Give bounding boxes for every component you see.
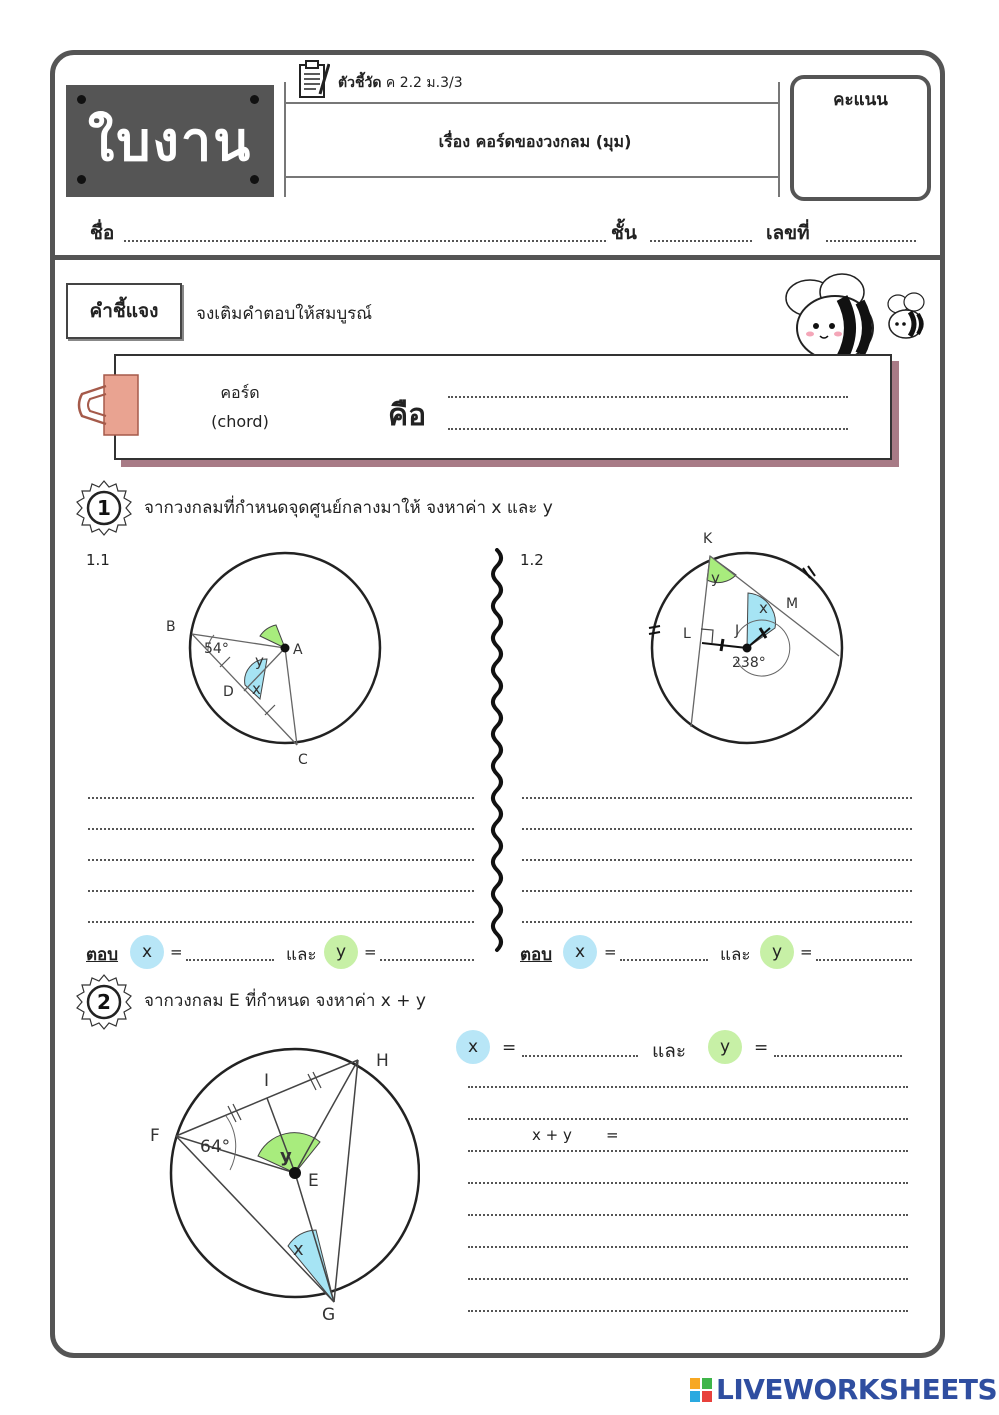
center-point [281, 644, 290, 653]
arc-tick-mark [649, 632, 660, 634]
and-label: และ [720, 945, 751, 965]
question-number: 1 [97, 496, 111, 520]
definition-answer-line[interactable] [448, 396, 848, 398]
diagram-1-1 [160, 545, 400, 775]
header-rule [284, 82, 286, 197]
y-bubble: y [324, 935, 358, 969]
point-f-label: F [150, 1126, 160, 1146]
question-number-badge [76, 974, 132, 1030]
x-bubble: x [563, 935, 597, 969]
angle-x-label: x [293, 1239, 304, 1260]
diagram-2 [140, 1040, 420, 1330]
point-a-label: A [293, 642, 303, 658]
work-line[interactable] [88, 859, 474, 861]
title-rivet [77, 175, 86, 184]
topic-title: เรื่อง คอร์ดของวงกลม (มุม) [438, 132, 632, 151]
point-i-label: I [264, 1071, 270, 1091]
point-j-label: J [735, 623, 740, 639]
chord-term-thai: คอร์ด [220, 383, 260, 402]
instructions-label: คำชี้แจง [66, 283, 182, 339]
indicator-value: ค 2.2 ม.3/3 [385, 75, 463, 91]
answer-label: ตอบ [86, 945, 119, 965]
arc-tick-mark [649, 626, 660, 628]
liveworksheets-logo-icon [690, 1378, 712, 1402]
equals-sign: = [604, 943, 617, 961]
angle-y-label: y [255, 652, 264, 670]
bee-icon [780, 268, 940, 368]
work-line[interactable] [522, 859, 912, 861]
center-point [289, 1167, 301, 1179]
work-line[interactable] [88, 828, 474, 830]
work-line[interactable] [88, 797, 474, 799]
sum-label: x + y [532, 1126, 572, 1144]
point-h-label: H [376, 1051, 389, 1071]
work-line[interactable] [468, 1246, 908, 1248]
equals-sign: = [502, 1038, 517, 1058]
equals-sign: = [170, 943, 183, 961]
diagram-1-2 [640, 525, 870, 755]
angle-x-label: x [759, 599, 768, 617]
clipboard-icon [298, 60, 330, 100]
sum-equals-sign: = [606, 1126, 619, 1144]
angle-y-label: y [711, 569, 720, 587]
work-line[interactable] [88, 921, 474, 923]
question-1-text: จากวงกลมที่กำหนดจุดศูนย์กลางมาให้ จงหาค่า x และ y [144, 498, 553, 518]
answer-label: ตอบ [520, 945, 553, 965]
angle-x-label: x [252, 680, 261, 698]
point-d-label: D [223, 684, 234, 700]
work-line[interactable] [88, 890, 474, 892]
equals-sign: = [754, 1038, 769, 1058]
tick-mark [721, 639, 723, 651]
title-rivet [250, 175, 259, 184]
number-field[interactable] [826, 240, 916, 242]
binder-clip-icon [76, 372, 142, 438]
angle-64-label: 64° [200, 1137, 231, 1157]
score-label: คะแนน [833, 90, 888, 110]
point-c-label: C [298, 752, 308, 768]
wavy-line [493, 550, 501, 950]
question-number: 2 [97, 990, 111, 1014]
equals-sign: = [800, 943, 813, 961]
header-rule [284, 176, 780, 178]
x-answer-field[interactable] [186, 959, 274, 961]
segment-lj [702, 643, 747, 648]
title-rivet [77, 95, 86, 104]
point-l-label: L [683, 626, 691, 642]
chord-kl [691, 556, 710, 727]
is-label: คือ [388, 398, 427, 433]
question-2-text: จากวงกลม E ที่กำหนด จงหาค่า x + y [144, 991, 426, 1011]
y-bubble: y [708, 1030, 742, 1064]
wavy-divider [486, 548, 508, 958]
work-line[interactable] [468, 1214, 908, 1216]
work-line[interactable] [522, 828, 912, 830]
work-line[interactable] [522, 890, 912, 892]
angle-54-label: 54° [204, 641, 229, 657]
segment-ac [285, 648, 297, 745]
y-answer-field[interactable] [816, 959, 912, 961]
work-line[interactable] [468, 1118, 908, 1120]
x-bubble: x [130, 935, 164, 969]
class-label: ชั้น [611, 222, 637, 244]
work-line[interactable] [468, 1310, 908, 1312]
point-e-label: E [308, 1171, 319, 1191]
angle-238-label: 238° [732, 655, 766, 671]
work-line[interactable] [522, 921, 912, 923]
and-label: และ [652, 1040, 687, 1062]
equals-sign: = [364, 943, 377, 961]
indicator-label: ตัวชี้วัด [338, 75, 382, 91]
work-line[interactable] [468, 1278, 908, 1280]
x-bubble: x [456, 1030, 490, 1064]
title-rivet [250, 95, 259, 104]
point-m-label: M [786, 596, 799, 612]
right-angle-mark [701, 629, 713, 643]
point-k-label: K [703, 531, 713, 547]
and-label: และ [286, 945, 317, 965]
chord-km [710, 556, 839, 656]
question-number-badge [76, 480, 132, 536]
indicator [338, 72, 463, 94]
work-line[interactable] [522, 797, 912, 799]
header-separator [50, 255, 945, 260]
work-line[interactable] [468, 1150, 908, 1152]
worksheet-title: ใบงาน [66, 85, 274, 197]
point-g-label: G [322, 1305, 336, 1325]
chord-term-english: (chord) [211, 412, 269, 431]
number-label: เลขที่ [766, 222, 810, 244]
name-field[interactable] [124, 240, 606, 242]
center-point [743, 644, 752, 653]
work-line[interactable] [468, 1182, 908, 1184]
angle-y-label: y [280, 1146, 292, 1167]
name-label: ชื่อ [90, 222, 115, 244]
problem-1-1-label: 1.1 [86, 551, 110, 569]
y-bubble: y [760, 935, 794, 969]
definition-answer-line[interactable] [448, 428, 848, 430]
problem-1-2-label: 1.2 [520, 551, 544, 569]
instructions-text: จงเติมคำตอบให้สมบูรณ์ [196, 304, 373, 324]
y-answer-field[interactable] [774, 1055, 902, 1057]
header-rule [284, 102, 780, 104]
y-answer-field[interactable] [380, 959, 474, 961]
watermark: LIVEWORKSHEETS [716, 1373, 998, 1406]
tick-mark [220, 657, 230, 667]
x-answer-field[interactable] [620, 959, 708, 961]
point-b-label: B [166, 619, 176, 635]
definition-card [114, 354, 892, 460]
class-field[interactable] [650, 240, 752, 242]
work-line[interactable] [468, 1086, 908, 1088]
tick-mark [265, 705, 275, 715]
x-answer-field[interactable] [522, 1055, 638, 1057]
